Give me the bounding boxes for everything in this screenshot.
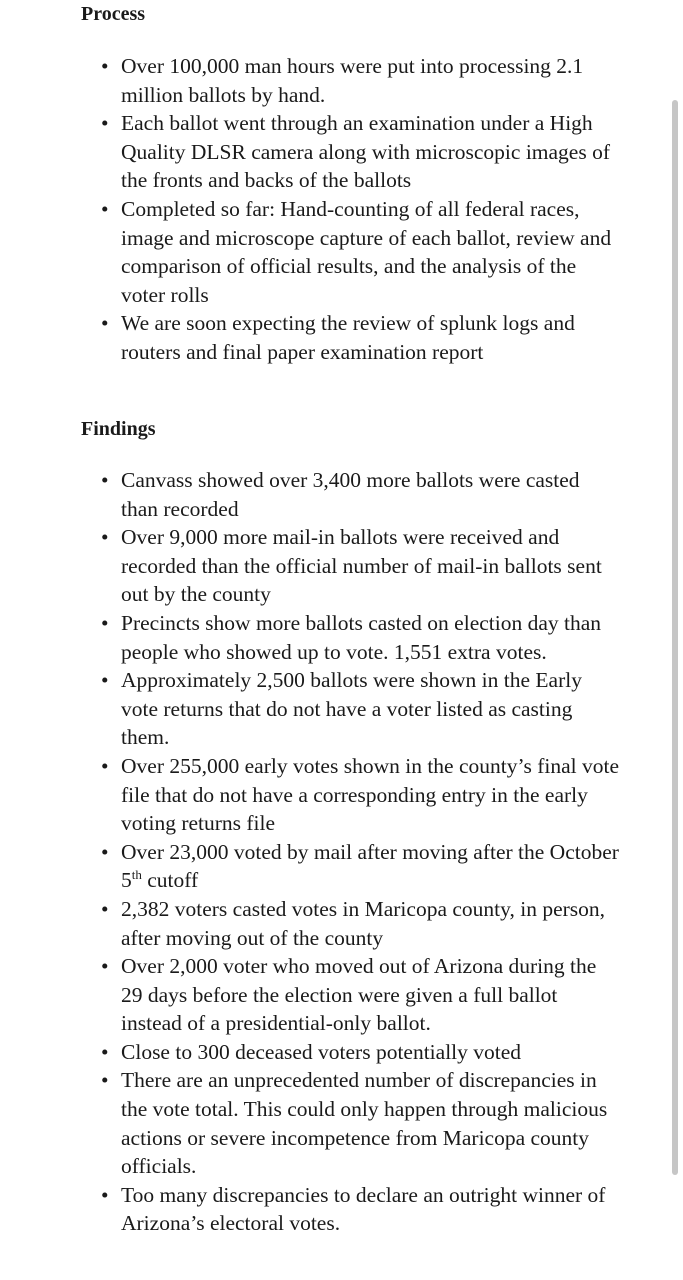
- ordinal-superscript: th: [131, 867, 142, 883]
- bullet-icon: •: [101, 1182, 109, 1207]
- list-item-text: [121, 840, 619, 893]
- list-item-text: 2,382 voters casted votes in Maricopa county, in person, after moving out of the county: [121, 896, 606, 950]
- list-item-text: Approximately 2,500 ballots were shown in the Early vote returns that do not have a voter listed as casting them.: [121, 668, 582, 750]
- list-item-text: Completed so far: Hand-counting of all federal races, image and microscope capture of each ballot, review and comparison of official results, and the analysis of the voter rolls: [121, 196, 612, 307]
- list-item-text: Each ballot went through an examination under a High Quality DLSR camera along with microscopic images of the fronts and backs of the ballots: [121, 111, 610, 193]
- bullet-icon: •: [101, 1039, 109, 1064]
- bullet-icon: •: [101, 311, 109, 336]
- bullet-icon: •: [101, 468, 109, 492]
- findings-heading: Findings: [81, 418, 156, 440]
- list-item: [101, 895, 621, 952]
- findings-list: [101, 466, 621, 1238]
- list-item-text: Precincts show more ballots casted on election day than people who showed up to vote. 1,551 extra votes.: [121, 610, 602, 664]
- list-item: [101, 752, 621, 838]
- bullet-icon: •: [101, 610, 109, 635]
- list-item-text: We are soon expecting the review of splunk logs and routers and final paper examination report: [121, 311, 575, 364]
- list-item: [101, 52, 621, 109]
- list-item: [101, 1038, 621, 1067]
- list-item: [101, 109, 621, 195]
- bullet-icon: •: [101, 753, 109, 778]
- list-item: [101, 195, 621, 309]
- list-item: [101, 466, 621, 523]
- list-item-text: There are an unprecedented number of discrepancies in the vote total. This could only happen through malicious actions or severe incompetence from Maricopa county officials.: [121, 1068, 608, 1179]
- process-list: [101, 52, 621, 367]
- bullet-icon: •: [101, 111, 109, 136]
- list-item-text: Over 100,000 man hours were put into processing 2.1 million ballots by hand.: [121, 54, 584, 107]
- list-item-text: Over 255,000 early votes shown in the county’s final vote file that do not have a corresponding entry in the early voting returns file: [121, 753, 619, 836]
- list-item-text: Over 2,000 voter who moved out of Arizona during the 29 days before the election were given a full ballot instead of a presidential-only ballot.: [121, 954, 597, 1036]
- list-item: [101, 666, 621, 752]
- list-item: [101, 1181, 621, 1238]
- bullet-icon: •: [101, 1068, 109, 1093]
- bullet-icon: •: [101, 896, 109, 921]
- list-item-text: Close to 300 deceased voters potentially voted: [121, 1039, 522, 1064]
- list-item: [101, 309, 621, 366]
- list-item: [101, 952, 621, 1038]
- list-item: [101, 838, 621, 895]
- list-item-text: Canvass showed over 3,400 more ballots were casted than recorded: [121, 468, 580, 521]
- bullet-icon: •: [101, 954, 109, 979]
- list-item-text: Too many discrepancies to declare an outright winner of Arizona’s electoral votes.: [121, 1182, 606, 1236]
- bullet-icon: •: [101, 54, 109, 78]
- bullet-icon: •: [101, 525, 109, 550]
- list-item: [101, 1066, 621, 1180]
- bullet-icon: •: [101, 196, 109, 221]
- bullet-icon: •: [101, 839, 109, 864]
- list-item-text: Over 9,000 more mail-in ballots were received and recorded than the official number of mail-in ballots sent out by the county: [121, 525, 602, 607]
- list-item: [101, 523, 621, 609]
- list-item-text-tail: cutoff: [141, 868, 199, 893]
- process-heading: Process: [81, 3, 146, 25]
- list-item-text-main: Over 23,000 voted by mail after moving after the October 5: [121, 839, 619, 893]
- scrollbar-thumb[interactable]: [672, 100, 678, 1175]
- bullet-icon: •: [101, 668, 109, 693]
- list-item: [101, 609, 621, 666]
